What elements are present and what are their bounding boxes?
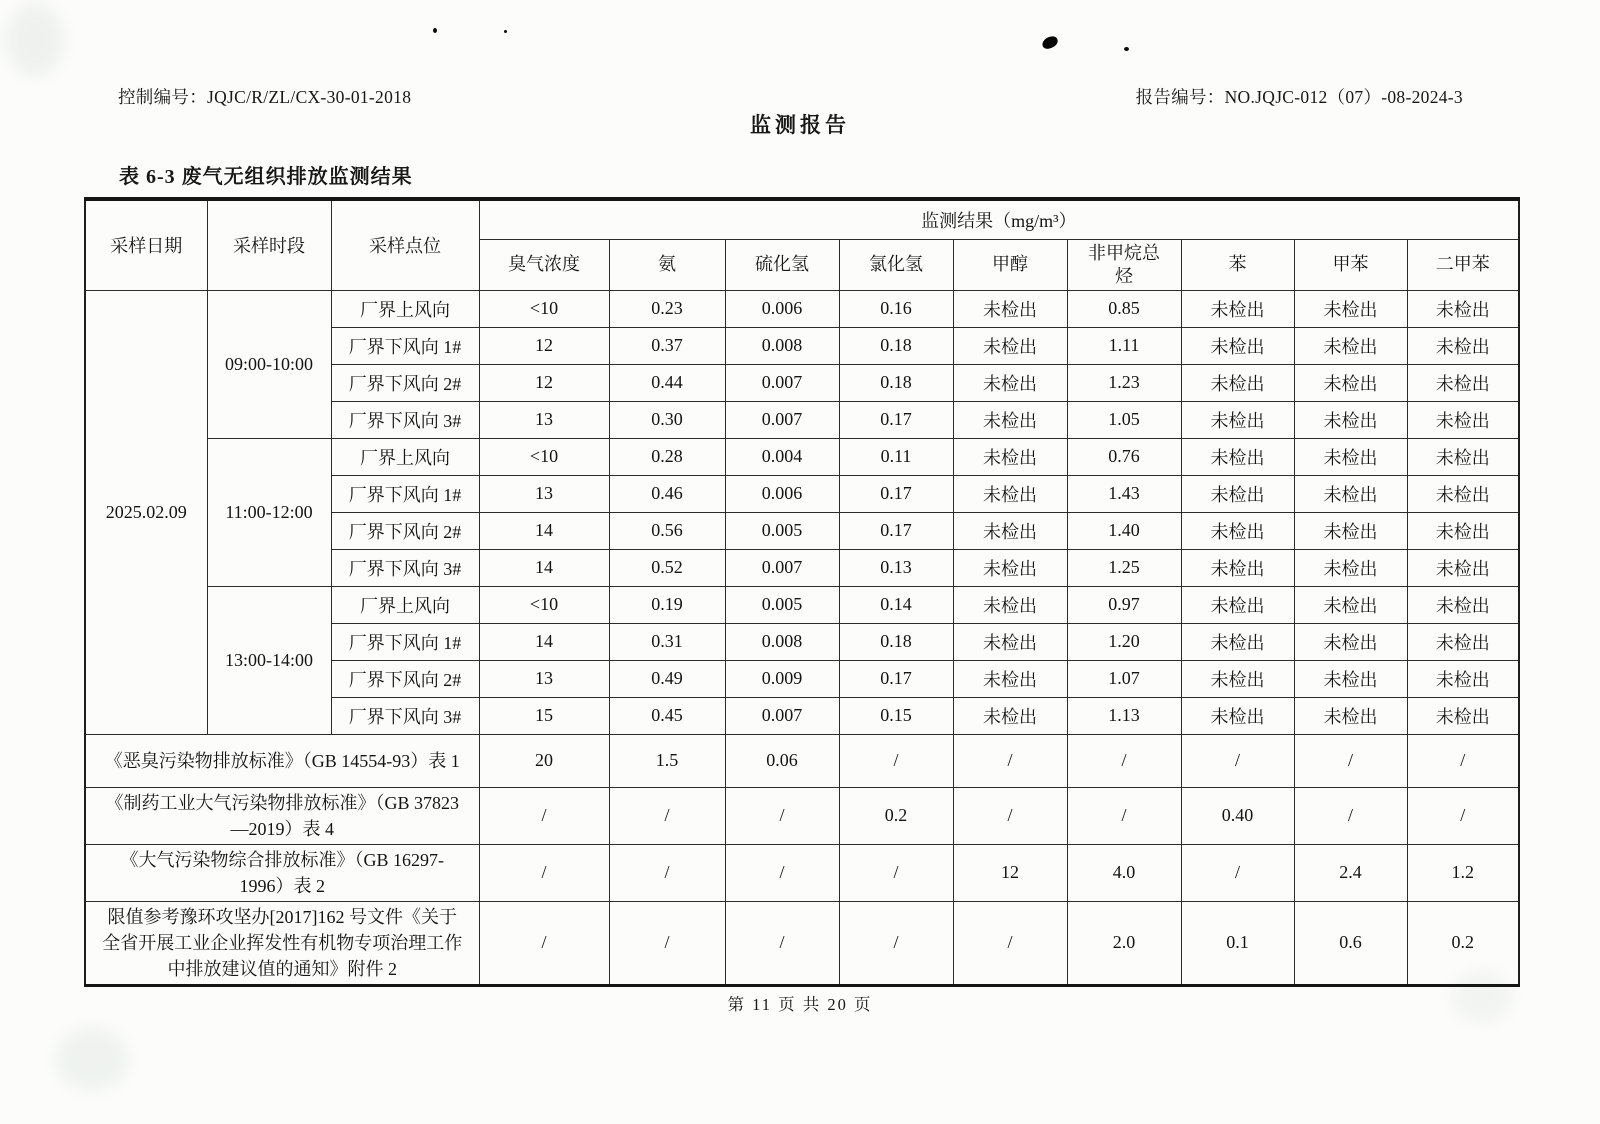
result-value-cell: 0.17 [839,512,953,549]
standard-value-cell: / [609,844,725,901]
result-value-cell: 0.007 [725,401,839,438]
sample-point-cell: 厂界下风向 3# [331,697,479,734]
sample-date-cell: 2025.02.09 [85,290,207,734]
result-value-cell: 14 [479,623,609,660]
col-header-pollutant: 臭气浓度 [479,239,609,290]
col-header-date: 采样日期 [85,199,207,290]
standard-value-cell: 2.0 [1067,901,1181,985]
result-value-cell: 未检出 [1294,549,1407,586]
result-value-cell: 未检出 [1294,327,1407,364]
sample-period-cell: 11:00-12:00 [207,438,331,586]
result-value-cell: 未检出 [1407,660,1519,697]
standard-name-cell [85,787,479,844]
result-value-cell: 0.97 [1067,586,1181,623]
result-value-cell: 未检出 [1294,401,1407,438]
result-value-cell: 0.44 [609,364,725,401]
result-value-cell: 0.008 [725,623,839,660]
sample-row [85,290,1519,327]
result-value-cell: 0.19 [609,586,725,623]
result-value-cell: 未检出 [953,401,1067,438]
result-value-cell: 未检出 [953,697,1067,734]
result-value-cell: 未检出 [953,364,1067,401]
col-header-pollutant: 硫化氢 [725,239,839,290]
result-value-cell: 0.007 [725,364,839,401]
col-header-pollutant: 氨 [609,239,725,290]
page-number: 第 11 页 共 20 页 [727,995,873,1014]
result-value-cell: 未检出 [953,327,1067,364]
ink-speck [1041,34,1060,50]
result-value-cell: 未检出 [1407,697,1519,734]
standard-value-cell: / [1067,734,1181,787]
standard-value-cell: 0.2 [839,787,953,844]
result-value-cell: 未检出 [953,660,1067,697]
sample-point-cell: 厂界上风向 [331,290,479,327]
standard-value-cell: / [1407,787,1519,844]
result-value-cell: 0.007 [725,549,839,586]
result-value-cell: 未检出 [1181,697,1294,734]
result-value-cell: 未检出 [1407,512,1519,549]
result-value-cell: 未检出 [953,290,1067,327]
result-value-cell: 未检出 [1294,623,1407,660]
result-value-cell: 未检出 [953,475,1067,512]
result-value-cell: 未检出 [1407,623,1519,660]
result-value-cell: 0.005 [725,586,839,623]
result-value-cell: 0.56 [609,512,725,549]
standard-value-cell: / [1067,787,1181,844]
table-caption: 表 6-3 废气无组织排放监测结果 [119,166,413,188]
col-header-pollutant: 甲苯 [1294,239,1407,290]
result-value-cell: 未检出 [1407,475,1519,512]
col-header-pollutant: 氯化氢 [839,239,953,290]
result-value-cell: 未检出 [1294,697,1407,734]
standard-value-cell: 2.4 [1294,844,1407,901]
result-value-cell: 1.23 [1067,364,1181,401]
result-value-cell: 未检出 [953,438,1067,475]
result-value-cell: 0.49 [609,660,725,697]
col-header-point: 采样点位 [331,199,479,290]
standard-value-cell: / [725,901,839,985]
result-value-cell: 0.17 [839,660,953,697]
result-value-cell: 未检出 [1181,327,1294,364]
monitoring-table-wrap [84,197,1518,987]
standard-name-text: 《恶臭污染物排放标准》（GB 14554-93）表 1 [104,750,460,771]
standard-value-cell: / [953,901,1067,985]
standard-value-cell: 1.5 [609,734,725,787]
result-value-cell: 未检出 [1181,586,1294,623]
result-value-cell: 未检出 [1407,290,1519,327]
result-value-cell: 未检出 [953,549,1067,586]
result-value-cell: 0.15 [839,697,953,734]
sample-point-cell: 厂界下风向 1# [331,475,479,512]
standard-value-cell: / [839,901,953,985]
result-value-cell: 0.18 [839,364,953,401]
result-value-cell: 0.008 [725,327,839,364]
table-head [85,199,1519,290]
result-value-cell: 0.18 [839,327,953,364]
standard-value-cell: / [1294,787,1407,844]
result-value-cell: 1.11 [1067,327,1181,364]
result-value-cell: 0.37 [609,327,725,364]
result-value-cell: 0.46 [609,475,725,512]
result-value-cell: 13 [479,401,609,438]
standard-value-cell: / [725,844,839,901]
result-value-cell: 1.05 [1067,401,1181,438]
standard-value-cell: / [725,787,839,844]
result-value-cell: 12 [479,364,609,401]
standard-value-cell: / [839,844,953,901]
result-value-cell: 0.17 [839,401,953,438]
result-value-cell: 0.007 [725,697,839,734]
col-header-pollutant: 苯 [1181,239,1294,290]
sample-point-cell: 厂界下风向 1# [331,623,479,660]
sample-row [85,438,1519,475]
standard-name-cell [85,844,479,901]
result-value-cell: 未检出 [953,623,1067,660]
col-header-pollutant: 甲醇 [953,239,1067,290]
result-value-cell: 未检出 [1181,290,1294,327]
result-value-cell: 未检出 [1181,364,1294,401]
col-header-pollutant: 二甲苯 [1407,239,1519,290]
result-value-cell: 未检出 [1294,512,1407,549]
scan-smudge [56,1028,128,1090]
standard-name-cell [85,734,479,787]
standard-value-cell: 0.6 [1294,901,1407,985]
result-value-cell: 未检出 [1407,327,1519,364]
sample-point-cell: 厂界下风向 3# [331,401,479,438]
result-value-cell: <10 [479,290,609,327]
result-value-cell: 0.006 [725,290,839,327]
standard-row [85,901,1519,985]
standard-value-cell: 12 [953,844,1067,901]
result-value-cell: 0.52 [609,549,725,586]
sample-point-cell: 厂界下风向 2# [331,660,479,697]
standard-value-cell: / [609,787,725,844]
result-value-cell: 0.005 [725,512,839,549]
standard-value-cell: / [839,734,953,787]
result-value-cell: 13 [479,660,609,697]
result-value-cell: 未检出 [1181,623,1294,660]
result-value-cell: 0.009 [725,660,839,697]
result-value-cell: 未检出 [1181,475,1294,512]
document-header [118,84,1463,109]
standard-value-cell: 4.0 [1067,844,1181,901]
result-value-cell: 0.004 [725,438,839,475]
result-value-cell: 0.006 [725,475,839,512]
standard-name-cell [85,901,479,985]
result-value-cell: 0.11 [839,438,953,475]
result-value-cell: 0.16 [839,290,953,327]
result-value-cell: <10 [479,586,609,623]
standard-value-cell: / [953,734,1067,787]
sample-row [85,586,1519,623]
result-value-cell: 未检出 [1181,438,1294,475]
result-value-cell: 未检出 [1407,364,1519,401]
scan-smudge [6,4,64,76]
standard-row [85,734,1519,787]
standard-value-cell: / [1407,734,1519,787]
ink-speck [433,28,437,33]
standard-value-cell: / [479,901,609,985]
result-value-cell: 未检出 [1181,512,1294,549]
sample-point-cell: 厂界上风向 [331,438,479,475]
standard-value-cell: / [1181,734,1294,787]
result-value-cell: 未检出 [1181,549,1294,586]
standard-value-cell: / [479,787,609,844]
result-value-cell: 0.28 [609,438,725,475]
result-value-cell: 1.20 [1067,623,1181,660]
result-value-cell: 14 [479,549,609,586]
sample-point-cell: 厂界下风向 2# [331,364,479,401]
result-value-cell: 1.40 [1067,512,1181,549]
result-value-cell: 0.85 [1067,290,1181,327]
standard-value-cell: / [479,844,609,901]
result-value-cell: 未检出 [953,586,1067,623]
sample-point-cell: 厂界上风向 [331,586,479,623]
result-value-cell: 0.18 [839,623,953,660]
result-value-cell: 未检出 [1294,475,1407,512]
standard-value-cell: / [1294,734,1407,787]
result-group-header: 监测结果（mg/m³） [479,199,1519,239]
result-value-cell: 0.17 [839,475,953,512]
col-header-pollutant: 非甲烷总烃 [1067,239,1181,290]
standard-row [85,844,1519,901]
document-title: 监测报告 [750,113,850,137]
result-value-cell: 未检出 [1407,549,1519,586]
sample-period-cell: 09:00-10:00 [207,290,331,438]
result-value-cell: 1.13 [1067,697,1181,734]
sample-period-cell: 13:00-14:00 [207,586,331,734]
col-header-period: 采样时段 [207,199,331,290]
result-value-cell: 12 [479,327,609,364]
control-number: 控制编号：JQJC/R/ZL/CX-30-01-2018 [118,87,412,107]
sample-point-cell: 厂界下风向 3# [331,549,479,586]
sample-point-cell: 厂界下风向 2# [331,512,479,549]
standard-row [85,787,1519,844]
report-number: 报告编号：NO.JQJC-012（07）-08-2024-3 [1135,87,1463,107]
result-value-cell: 0.30 [609,401,725,438]
result-value-cell: 1.43 [1067,475,1181,512]
result-value-cell: 未检出 [1407,438,1519,475]
standard-value-cell: 20 [479,734,609,787]
standard-value-cell: 0.06 [725,734,839,787]
result-value-cell: 未检出 [1181,401,1294,438]
ink-speck [1124,47,1129,51]
standard-value-cell: / [609,901,725,985]
standard-name-text: 《大气污染物综合排放标准》（GB 16297-1996）表 2 [120,849,444,896]
standard-value-cell: 0.1 [1181,901,1294,985]
ink-speck [504,30,507,33]
standard-value-cell: 0.2 [1407,901,1519,985]
result-value-cell: 0.76 [1067,438,1181,475]
result-value-cell: 0.14 [839,586,953,623]
result-value-cell: 1.07 [1067,660,1181,697]
standard-value-cell: 0.40 [1181,787,1294,844]
emissions-monitoring-table [84,197,1520,987]
result-value-cell: 0.45 [609,697,725,734]
standard-value-cell: / [1181,844,1294,901]
standard-value-cell: / [953,787,1067,844]
result-value-cell: <10 [479,438,609,475]
standard-name-text: 限值参考豫环攻坚办[2017]162 号文件《关于全省开展工业企业挥发性有机物专项治理工作中排放建议值的通知》附件 2 [102,906,463,979]
sample-point-cell: 厂界下风向 1# [331,327,479,364]
result-value-cell: 未检出 [1294,290,1407,327]
result-value-cell: 未检出 [1294,660,1407,697]
result-value-cell: 13 [479,475,609,512]
result-value-cell: 未检出 [1294,364,1407,401]
result-value-cell: 未检出 [1407,401,1519,438]
result-value-cell: 14 [479,512,609,549]
table-body [85,290,1519,985]
result-value-cell: 15 [479,697,609,734]
result-value-cell: 未检出 [1407,586,1519,623]
result-value-cell: 1.25 [1067,549,1181,586]
result-value-cell: 未检出 [1181,660,1294,697]
result-value-cell: 0.13 [839,549,953,586]
result-value-cell: 0.31 [609,623,725,660]
result-value-cell: 0.23 [609,290,725,327]
standard-value-cell: 1.2 [1407,844,1519,901]
standard-name-text: 《制药工业大气污染物排放标准》（GB 37823—2019）表 4 [105,792,459,839]
result-value-cell: 未检出 [1294,438,1407,475]
result-value-cell: 未检出 [1294,586,1407,623]
result-value-cell: 未检出 [953,512,1067,549]
